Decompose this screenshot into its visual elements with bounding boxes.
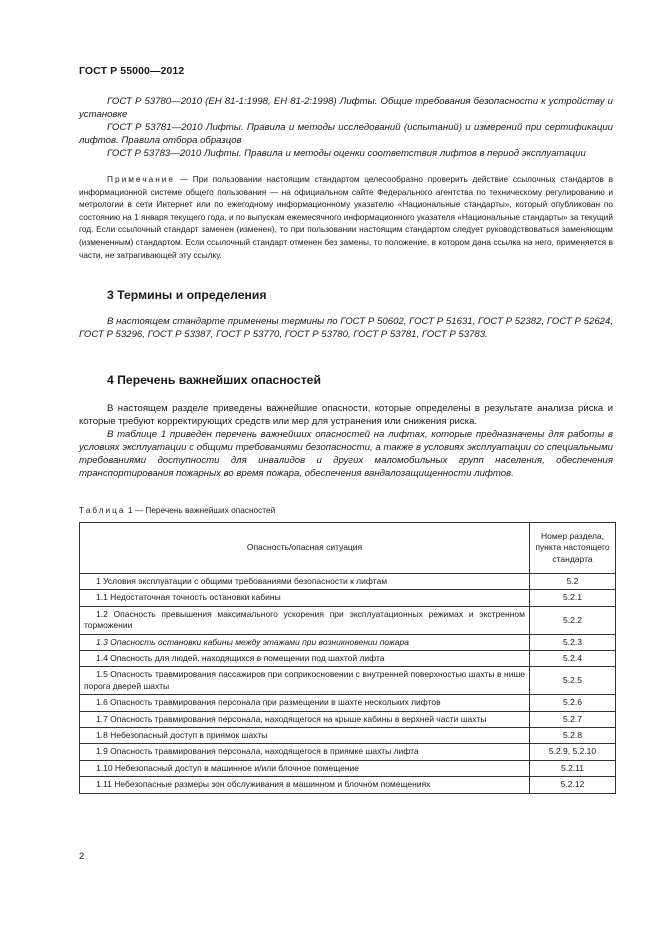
- table-caption-text: 1 — Перечень важнейших опасностей: [125, 505, 276, 515]
- table-row: [80, 634, 616, 650]
- section-number-cell: 5.2.11: [530, 760, 616, 776]
- section-number-cell: 5.2.12: [530, 777, 616, 793]
- table-row: [80, 606, 616, 634]
- hazard-cell: 1 Условия эксплуатации с общими требованиями безопасности к лифтам: [80, 574, 530, 590]
- section-4-body: [79, 402, 613, 480]
- section-3-body: [79, 315, 613, 341]
- table-caption-label: Таблица: [79, 505, 126, 515]
- table-row: [80, 711, 616, 727]
- reference-item: ГОСТ Р 53783—2010 Лифты. Правила и методы оценки соответствия лифтов в период эксплуатации: [107, 148, 586, 159]
- section-3-title: 3 Термины и определения: [107, 288, 267, 302]
- column-header-section: Номер раздела, пункта настоящего стандарта: [530, 523, 616, 574]
- column-header-hazard: Опасность/опасная ситуация: [80, 523, 530, 574]
- section-number-cell: 5.2.9, 5.2.10: [530, 744, 616, 760]
- table-header-row: [80, 523, 616, 574]
- hazard-cell: 1.2 Опасность превышения максимального ускорения при эксплуатационных режимах и экстренном торможении: [80, 606, 530, 634]
- hazard-cell: 1.9 Опасность травмирования персонала, находящегося в приямке шахты лифта: [80, 744, 530, 760]
- table-row: [80, 744, 616, 760]
- section-number-cell: 5.2.6: [530, 695, 616, 711]
- hazard-cell: 1.5 Опасность травмирования пассажиров при соприкосновении с внутренней поверхностью шахты в нише порога дверей шахты: [80, 667, 530, 695]
- section-4-title: 4 Перечень важнейших опасностей: [107, 373, 321, 387]
- section-number-cell: 5.2: [530, 574, 616, 590]
- table-row: [80, 574, 616, 590]
- table-row: [80, 728, 616, 744]
- section-number-cell: 5.2.8: [530, 728, 616, 744]
- table-row: [80, 590, 616, 606]
- section-4-paragraph-1: В настоящем разделе приведены важнейшие опасности, которые определены в результате анализа риска и которые требуют корректирующих средств или мер для устранения или снижения риска.: [79, 403, 613, 427]
- table-row: [80, 667, 616, 695]
- page-header: ГОСТ Р 55000—2012: [79, 65, 185, 77]
- section-number-cell: 5.2.1: [530, 590, 616, 606]
- table-row: [80, 651, 616, 667]
- section-number-cell: 5.2.7: [530, 711, 616, 727]
- section-number-cell: 5.2.2: [530, 606, 616, 634]
- section-number-cell: 5.2.5: [530, 667, 616, 695]
- table-body: [80, 574, 616, 794]
- note-text: — При пользовании настоящим стандартом целесообразно проверить действие ссылочных стандартов в информационной системе общего пользования — на официальном сайте Федерального агентства по техническому регулированию и метрологии в сети Интернет или по ежегодному информационному указателю «Национальные стандарты», который опубликован по состоянию на 1 января текущего года, и по выпускам ежемесячного информационного указателя «Национальные стандарты» за текущий год. Если ссылочный стандарт заменен (изменен), то при пользовании настоящим стандартом следует руководствоваться заменяющим (измененным) стандартом. Если ссылочный стандарт отменен без замены, то положение, в котором дана ссылка на него, применяется в части, не затрагивающей эту ссылку.: [79, 174, 613, 260]
- hazard-cell: 1.4 Опасность для людей, находящихся в помещении под шахтой лифта: [80, 651, 530, 667]
- hazard-cell: 1.11 Небезопасные размеры зон обслуживания в машинном и блочном помещениях: [80, 777, 530, 793]
- page-number: 2: [79, 851, 85, 862]
- section-3-text: В настоящем стандарте применены термины по ГОСТ Р 50602, ГОСТ Р 51631, ГОСТ Р 52382, ГОСТ Р 52624, ГОСТ Р 53296, ГОСТ Р 53387, ГОСТ Р 53770, ГОСТ Р 53780, ГОСТ Р 53781, ГОСТ Р 53783.: [79, 316, 613, 340]
- hazard-cell: 1.3 Опасность остановки кабины между этажами при возникновении пожара: [80, 634, 530, 650]
- table-caption: [79, 505, 275, 515]
- reference-item: ГОСТ Р 53780—2010 (ЕН 81-1:1998, ЕН 81-2:1998) Лифты. Общие требования безопасности к устройству и установке: [79, 96, 613, 120]
- hazard-cell: 1.1 Недостаточная точность остановки кабины: [80, 590, 530, 606]
- hazard-cell: 1.6 Опасность травмирования персонала при размещении в шахте нескольких лифтов: [80, 695, 530, 711]
- references-block: [79, 95, 613, 160]
- table-row: [80, 760, 616, 776]
- section-4-paragraph-2: В таблице 1 приведен перечень важнейших опасностей на лифтах, которые предназначены для работы в условиях эксплуатации с общими требованиями безопасности, а также в условиях эксплуатации со специальными требованиями доступности для инвалидов и других маломобильных групп населения, обеспечения транспортирования пожарных во время пожара, обеспечения вандалозащищенности лифтов.: [79, 429, 613, 479]
- hazard-cell: 1.7 Опасность травмирования персонала, находящегося на крыше кабины в верхней части шахты: [80, 711, 530, 727]
- reference-item: ГОСТ Р 53781—2010 Лифты. Правила и методы исследований (испытаний) и измерений при сертификации лифтов. Правила отбора образцов: [79, 122, 613, 146]
- hazards-table: [79, 522, 616, 794]
- section-number-cell: 5.2.4: [530, 651, 616, 667]
- table-row: [80, 777, 616, 793]
- section-number-cell: 5.2.3: [530, 634, 616, 650]
- hazard-cell: 1.10 Небезопасный доступ в машинное и/или блочное помещение: [80, 760, 530, 776]
- note-block: [79, 173, 613, 261]
- table-row: [80, 695, 616, 711]
- note-label: Примечание: [107, 174, 176, 184]
- hazard-cell: 1.8 Небезопасный доступ в приямок шахты: [80, 728, 530, 744]
